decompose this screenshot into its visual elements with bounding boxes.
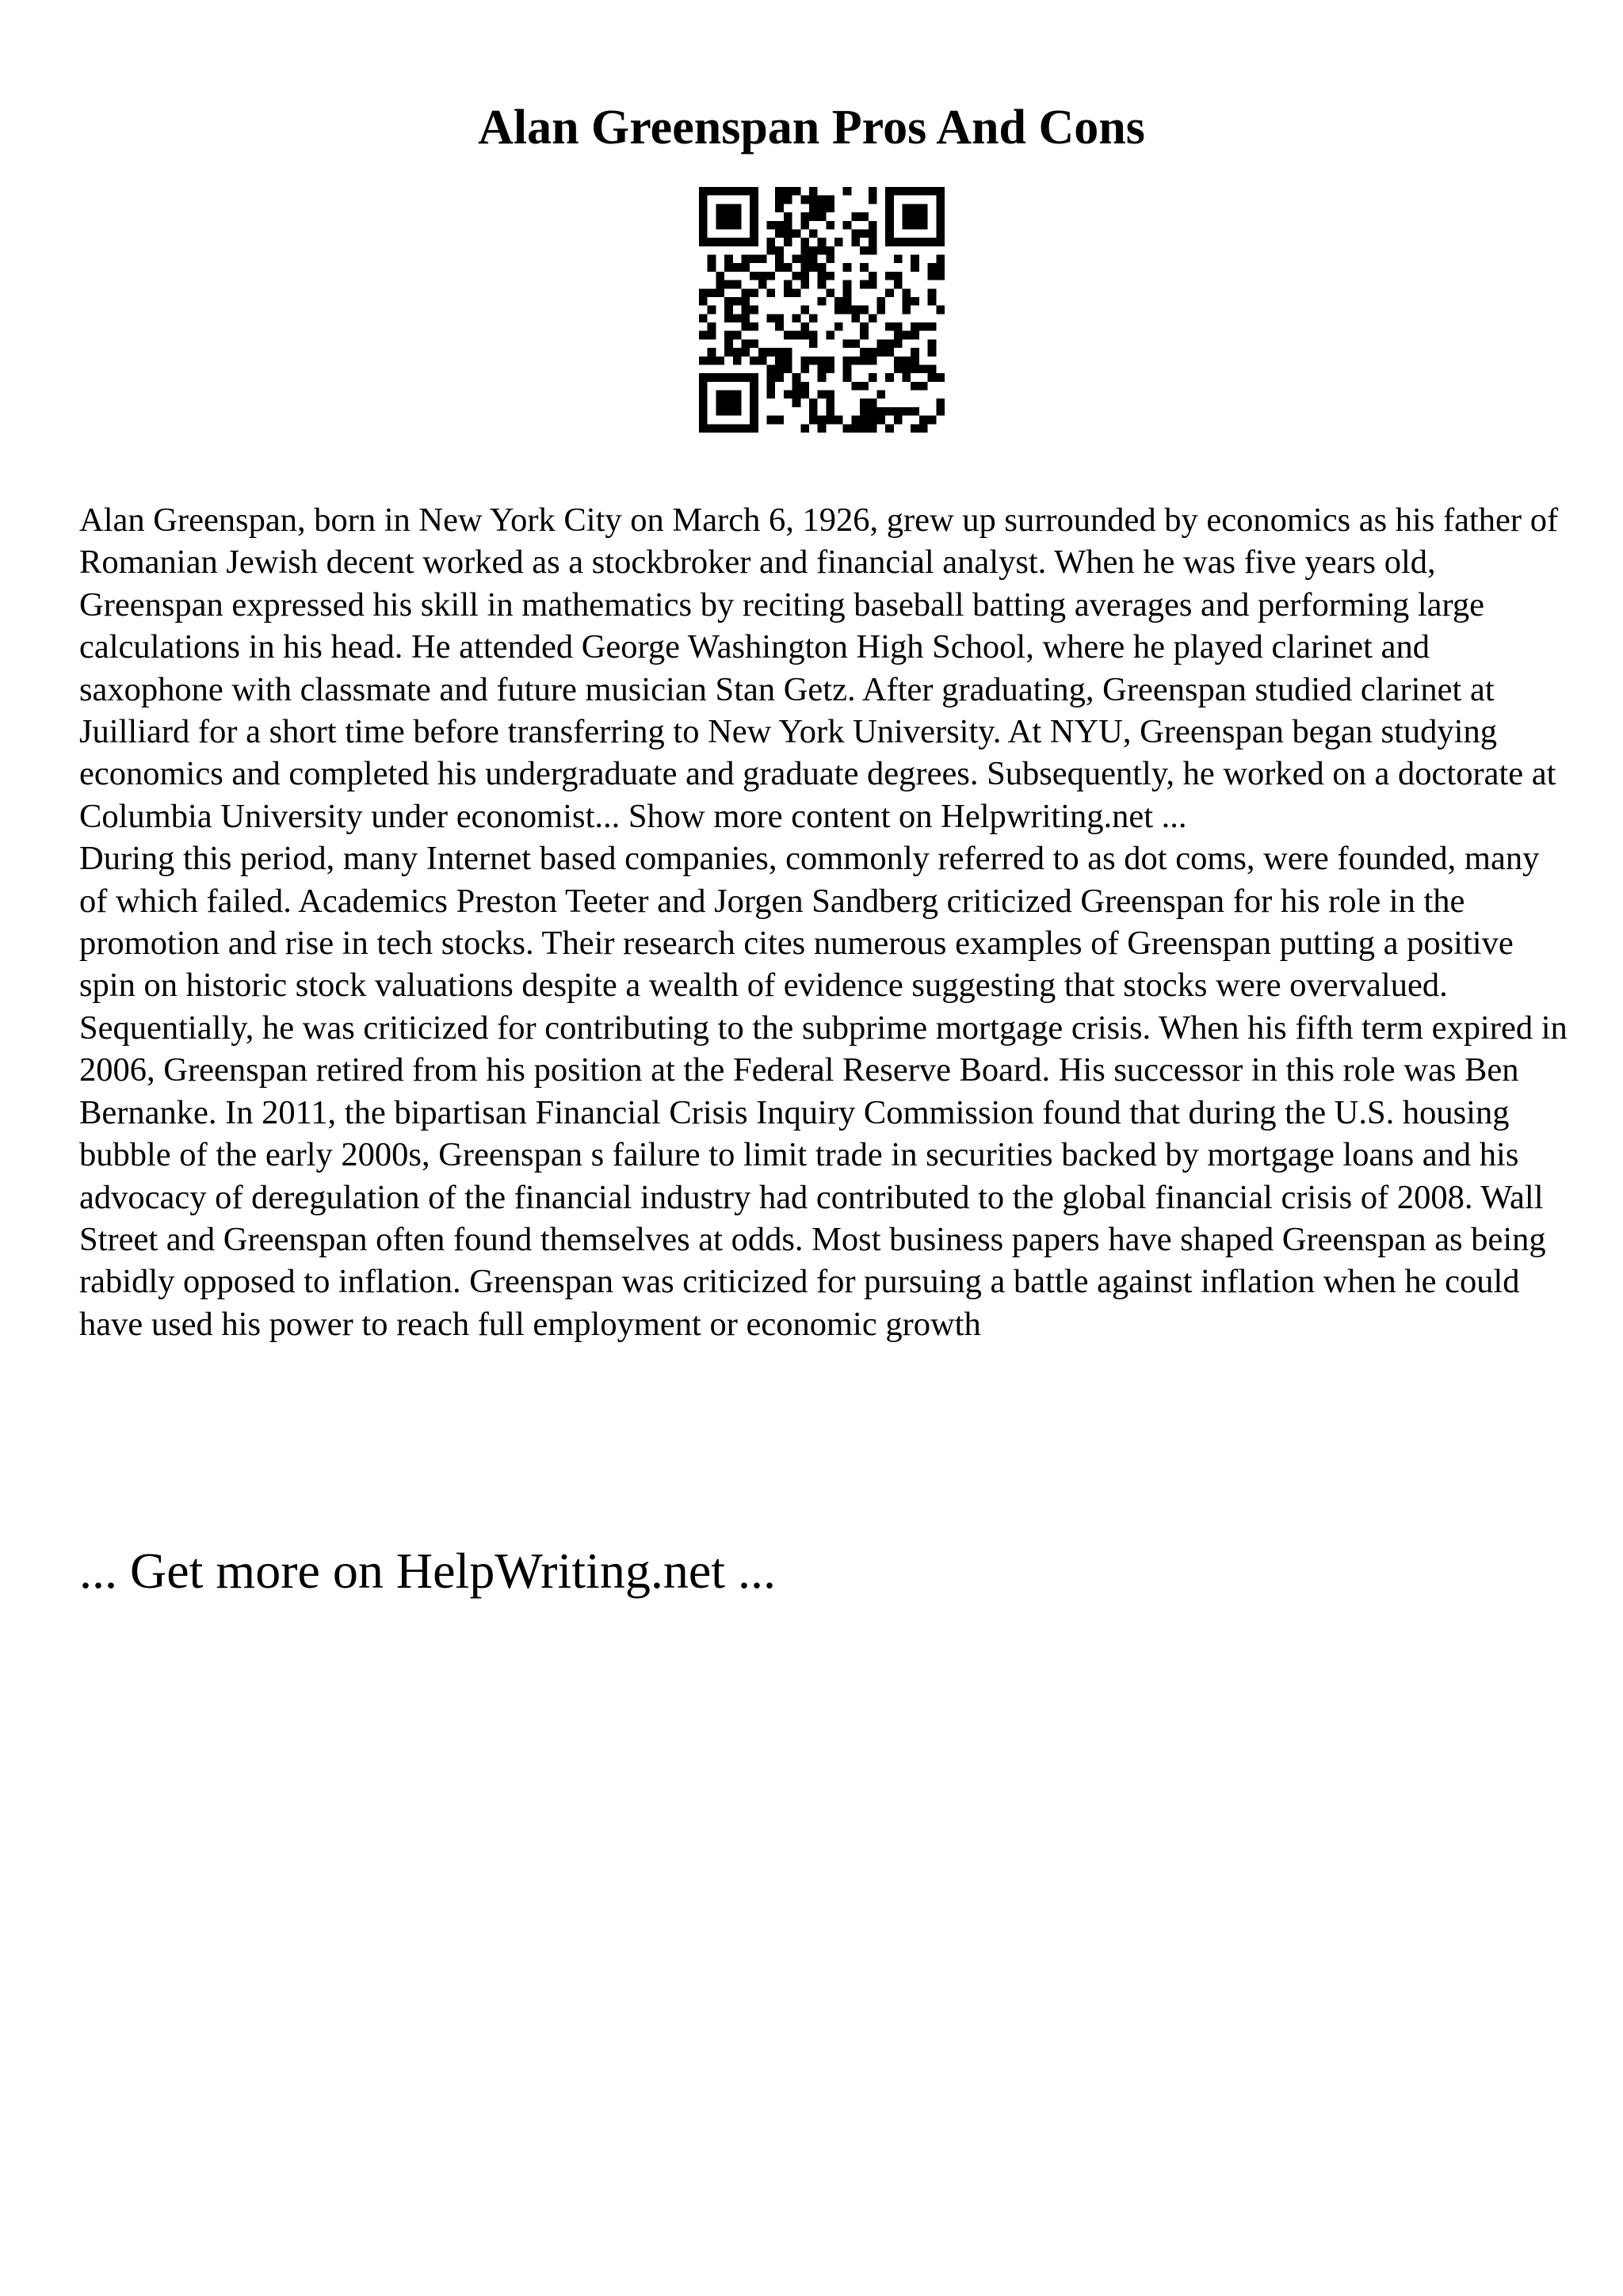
get-more-link[interactable]: ... Get more on HelpWriting.net ... — [79, 1543, 776, 1599]
qr-code-icon — [699, 187, 945, 433]
article-body — [79, 499, 1569, 1345]
paragraph-2: During this period, many Internet based companies, commonly referred to as dot coms, were founded, many of which failed. Academics Preston Teeter and Jorgen Sandberg criticized Greenspan for his role in the promotion and rise in tech stocks. Their research cites numerous examples of Greenspan putting a positive spin on historic stock valuations despite a wealth of evidence suggesting that stocks were overvalued. Sequentially, he was criticized for contributing to the subprime mortgage crisis. When his fifth term expired in 2006, Greenspan retired from his position at the Federal Reserve Board. His successor in this role was Ben Bernanke. In 2011, the bipartisan Financial Crisis Inquiry Commission found that during the U.S. housing bubble of the early 2000s, Greenspan s failure to limit trade in securities backed by mortgage loans and his advocacy of deregulation of the financial industry had contributed to the global financial crisis of 2008. Wall Street and Greenspan often found themselves at odds. Most business papers have shaped Greenspan as being rabidly opposed to inflation. Greenspan was criticized for pursuing a battle against inflation when he could have used his power to reach full employment or economic growth — [79, 840, 1568, 1343]
paragraph-1: Alan Greenspan, born in New York City on March 6, 1926, grew up surrounded by economics as his father of Romanian Jewish decent worked as a stockbroker and financial analyst. When he was five years old, Greenspan expressed his skill in mathematics by reciting baseball batting averages and performing large calculations in his head. He attended George Washington High School, where he played clarinet and saxophone with classmate and future musician Stan Getz. After graduating, Greenspan studied clarinet at Juilliard for a short time before transferring to New York University. At NYU, Greenspan began studying economics and completed his undergraduate and graduate degrees. Subsequently, he worked on a doctorate at Columbia University under economist... Show more content on Helpwriting.net ... — [79, 502, 1559, 835]
page-title: Alan Greenspan Pros And Cons — [478, 101, 1145, 154]
